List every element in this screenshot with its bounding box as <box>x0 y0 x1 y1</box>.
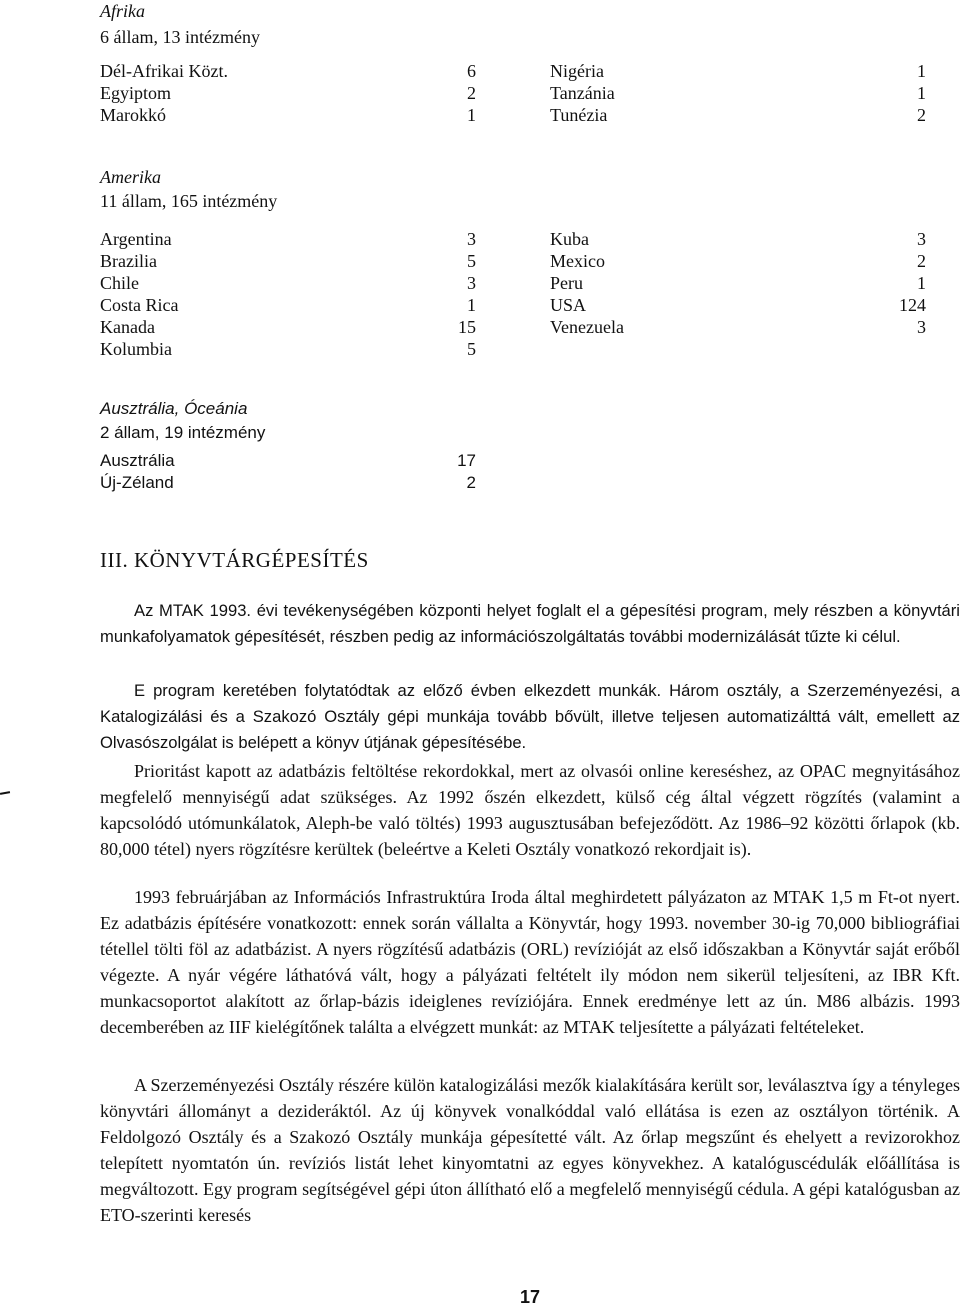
country-name: Kolumbia <box>100 339 172 359</box>
region-subtitle: 6 állam, 13 intézmény <box>100 27 260 47</box>
region-title: Ausztrália, Óceánia <box>100 399 248 418</box>
country-name: Egyiptom <box>100 83 171 103</box>
section-heading: III. KÖNYVTÁRGÉPESÍTÉS <box>100 548 369 572</box>
region-subtitle: 11 állam, 165 intézmény <box>100 191 278 211</box>
country-row <box>550 228 926 250</box>
body-paragraph: A Szerzeményezési Osztály részére külön katalogizálási mezők kialakítására került sor, leválasztva így a tényleges könyvtári állományt a dezideráktól. Az új könyvek vonalkóddal való ellátása is ezen az osztályon történik. A Feldolgozó Osztály és a Szakozó Osztály munkája gépesítetté vált. Az őrlap megszűnt és ehelyett a revizorokhoz telepített nyomtatón ún. revíziós listát lehet kinyomtatni az egyes könyvekhez. A katalóguscédulák előállítása is megváltozott. Egy program segítségével gépi úton állítható elő a megfelelő mennyiségű cédula. A gépi katalógusban az ETO-szerinti keresés <box>100 1075 960 1225</box>
institution-count: 3 <box>467 229 476 249</box>
country-row <box>100 82 476 104</box>
country-row <box>550 250 926 272</box>
country-row <box>550 104 926 126</box>
region-oceania <box>100 398 460 444</box>
country-name: USA <box>550 295 587 315</box>
country-row <box>100 316 476 338</box>
country-row <box>100 272 476 294</box>
country-name: Chile <box>100 273 139 293</box>
country-row <box>550 294 926 316</box>
country-row <box>100 228 476 250</box>
country-row <box>100 450 476 472</box>
institution-count: 2 <box>917 105 926 125</box>
country-row <box>550 60 926 82</box>
institution-count: 1 <box>917 83 926 103</box>
country-name: Ausztrália <box>100 451 175 470</box>
institution-count: 5 <box>467 339 476 359</box>
body-paragraph: 1993 februárjában az Információs Infrastruktúra Iroda által meghirdetett pályázaton az MTAK 1,5 m Ft-ot nyert. Ez adatbázis építésére vonatkozott: ennek során vállalta a Könyvtár, hogy 1993. november 30-ig 70,000 bibliográfiai tétellel tölti föl az adatbázist. A nyers rögzítésű adatbázis (ORL) revízióját az első időszakban a Könyvtár saját erőből végezte. A nyár végére láthatóvá vált, hogy a pályázati feltételt ily módon nem sikerül teljesíteni, az IBR Kft. munkacsoportot alakított az őrlap-bázis ideiglenes revíziójára. Ennek eredménye lett az ún. M86 albázis. 1993 decemberében az IIF kielégítőnek találta a elvégzett munkát: az MTAK teljesítette a pályázati feltételeket. <box>100 887 960 1037</box>
region-africa <box>100 0 460 48</box>
country-name: Kanada <box>100 317 155 337</box>
country-row <box>550 82 926 104</box>
institution-count: 3 <box>917 317 926 337</box>
country-name: Kuba <box>550 229 589 249</box>
institution-count: 2 <box>466 473 476 492</box>
country-name: Új-Zéland <box>100 473 174 492</box>
country-name: Argentina <box>100 229 172 249</box>
country-name: Peru <box>550 273 583 293</box>
institution-count: 3 <box>917 229 926 249</box>
institution-count: 2 <box>467 83 476 103</box>
country-name: Mexico <box>550 251 605 271</box>
country-name: Venezuela <box>550 317 624 337</box>
country-name: Dél-Afrikai Közt. <box>100 61 228 81</box>
body-paragraph: Az MTAK 1993. évi tevékenységében központi helyet foglalt el a gépesítési program, mely részben a könyvtári munkafolyamatok gépesítését, részben pedig az információszolgáltatás további modernizálását tűzte ki célul. <box>100 601 960 646</box>
institution-count: 17 <box>457 451 476 470</box>
institution-count: 3 <box>467 273 476 293</box>
country-name: Tunézia <box>550 105 608 125</box>
country-name: Nigéria <box>550 61 604 81</box>
country-name: Tanzánia <box>550 83 615 103</box>
institution-count: 124 <box>899 295 926 315</box>
region-america <box>100 166 460 212</box>
region-title: Amerika <box>100 167 161 187</box>
country-row <box>100 60 476 82</box>
institution-count: 1 <box>467 105 476 125</box>
country-name: Brazilia <box>100 251 157 271</box>
institution-count: 15 <box>458 317 476 337</box>
institution-count: 2 <box>917 251 926 271</box>
region-title: Afrika <box>100 1 145 21</box>
body-paragraph: Prioritást kapott az adatbázis feltöltése rekordokkal, mert az olvasói online kereséshez, az OPAC megnyitásához megfelelő mennyiségű adat szükséges. Az 1992 őszén elkezdett, külső cég által végzett rögzítés (valamint a kapcsolódó utómunkálatok, Aleph-be való töltés) 1993 augusztusában befejeződött. Az 1986–92 közötti őrlapok (kb. 80,000 tétel) nyers rögzítésre kerültek (beleértve a Keleti Osztály vonatkozó rekordjait is). <box>100 761 960 859</box>
country-row <box>550 272 926 294</box>
country-row <box>100 472 476 494</box>
margin-mark <box>0 791 10 795</box>
institution-count: 1 <box>917 273 926 293</box>
country-row <box>550 316 926 338</box>
country-row <box>100 250 476 272</box>
country-name: Costa Rica <box>100 295 179 315</box>
body-paragraph: E program keretében folytatódtak az előző évben elkezdett munkák. Három osztály, a Szerzeményezési, a Katalogizálási és a Szakozó Osztály gépi munkája tovább bővült, illetve teljesen automatizálttá vált, emellett az Olvasószolgálat is belépett a könyv útjának gépesítésébe. <box>100 681 960 752</box>
institution-count: 1 <box>467 295 476 315</box>
country-name: Marokkó <box>100 105 166 125</box>
page-number: 17 <box>520 1287 541 1307</box>
institution-count: 1 <box>917 61 926 81</box>
country-row <box>100 338 476 360</box>
institution-count: 5 <box>467 251 476 271</box>
country-row <box>100 104 476 126</box>
institution-count: 6 <box>467 61 476 81</box>
region-subtitle: 2 állam, 19 intézmény <box>100 423 266 442</box>
country-row <box>100 294 476 316</box>
